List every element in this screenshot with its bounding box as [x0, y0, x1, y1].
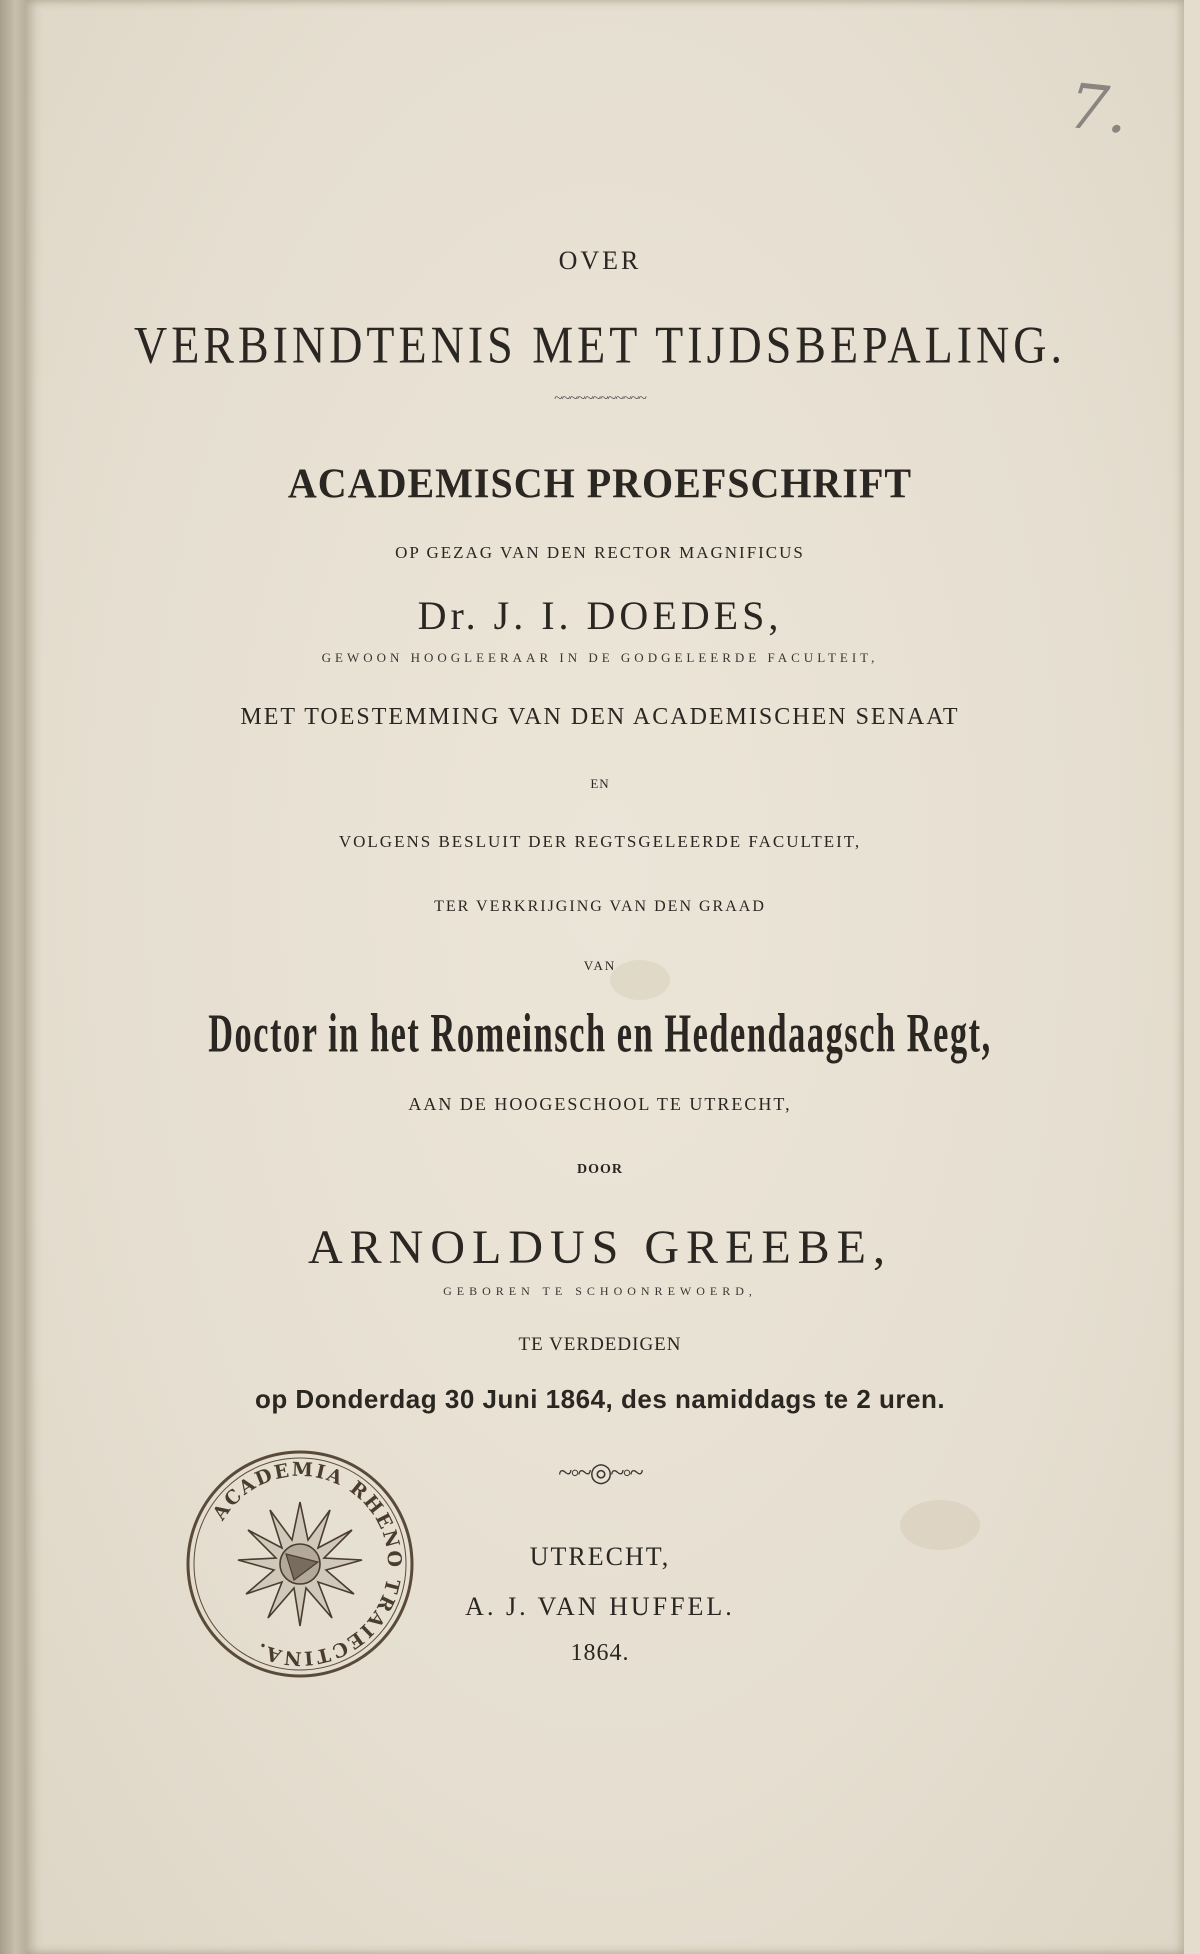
seal-graphic [182, 1446, 418, 1682]
candidate-name: ARNOLDUS GREEBE, [307, 1221, 892, 1274]
doctorate-title: Doctor in het Romeinsch en Hedendaagsch Regt, [208, 1002, 992, 1065]
subtitle-over: OVER [558, 246, 642, 275]
defense-date: op Donderdag 30 Juni 1864, des namiddags te 2 uren. [254, 1384, 946, 1414]
senate-line: MET TOESTEMMING VAN DEN ACADEMISCHEN SENAAT [240, 704, 960, 730]
birthplace-line: GEBOREN TE SCHOONREWOERD, [443, 1284, 757, 1298]
university-line: AAN DE HOOGESCHOOL TE UTRECHT, [408, 1094, 792, 1114]
degree-intro: TER VERKRIJGING VAN DEN GRAAD [434, 898, 766, 915]
thesis-type-heading: ACADEMISCH PROEFSCHRIFT [287, 459, 913, 508]
defend-line: TE VERDEDIGEN [518, 1334, 682, 1355]
sun-icon [238, 1502, 362, 1626]
rector-title: GEWOON HOOGLEERAAR IN DE GODGELEERDE FACULTEIT, [321, 650, 879, 665]
thesis-title: VERBINDTENIS MET TIJDSBEPALING. [133, 315, 1067, 374]
rector-name: Dr. J. I. DOEDES, [417, 593, 783, 638]
publisher-name: A. J. VAN HUFFEL. [465, 1592, 735, 1621]
small-ornament-rule: ~~~~~~~~~~~~ [554, 390, 646, 407]
large-ornament-rule: ~◦~◎~◦~ [558, 1458, 642, 1487]
publication-year: 1864. [570, 1640, 630, 1666]
van-line: VAN [583, 958, 617, 973]
conjunction-en: EN [590, 776, 610, 791]
seal-inscription: ACADEMIA RHENO TRAIECTINA. [208, 1458, 406, 1670]
page-number: 7. [1065, 69, 1132, 148]
authority-line: OP GEZAG VAN DEN RECTOR MAGNIFICUS [395, 543, 805, 562]
faculty-line: VOLGENS BESLUIT DER REGTSGELEERDE FACULTEIT, [338, 832, 862, 851]
door-line: DOOR [577, 1162, 623, 1177]
publication-city: UTRECHT, [529, 1542, 671, 1571]
university-seal-stamp [182, 1446, 418, 1682]
